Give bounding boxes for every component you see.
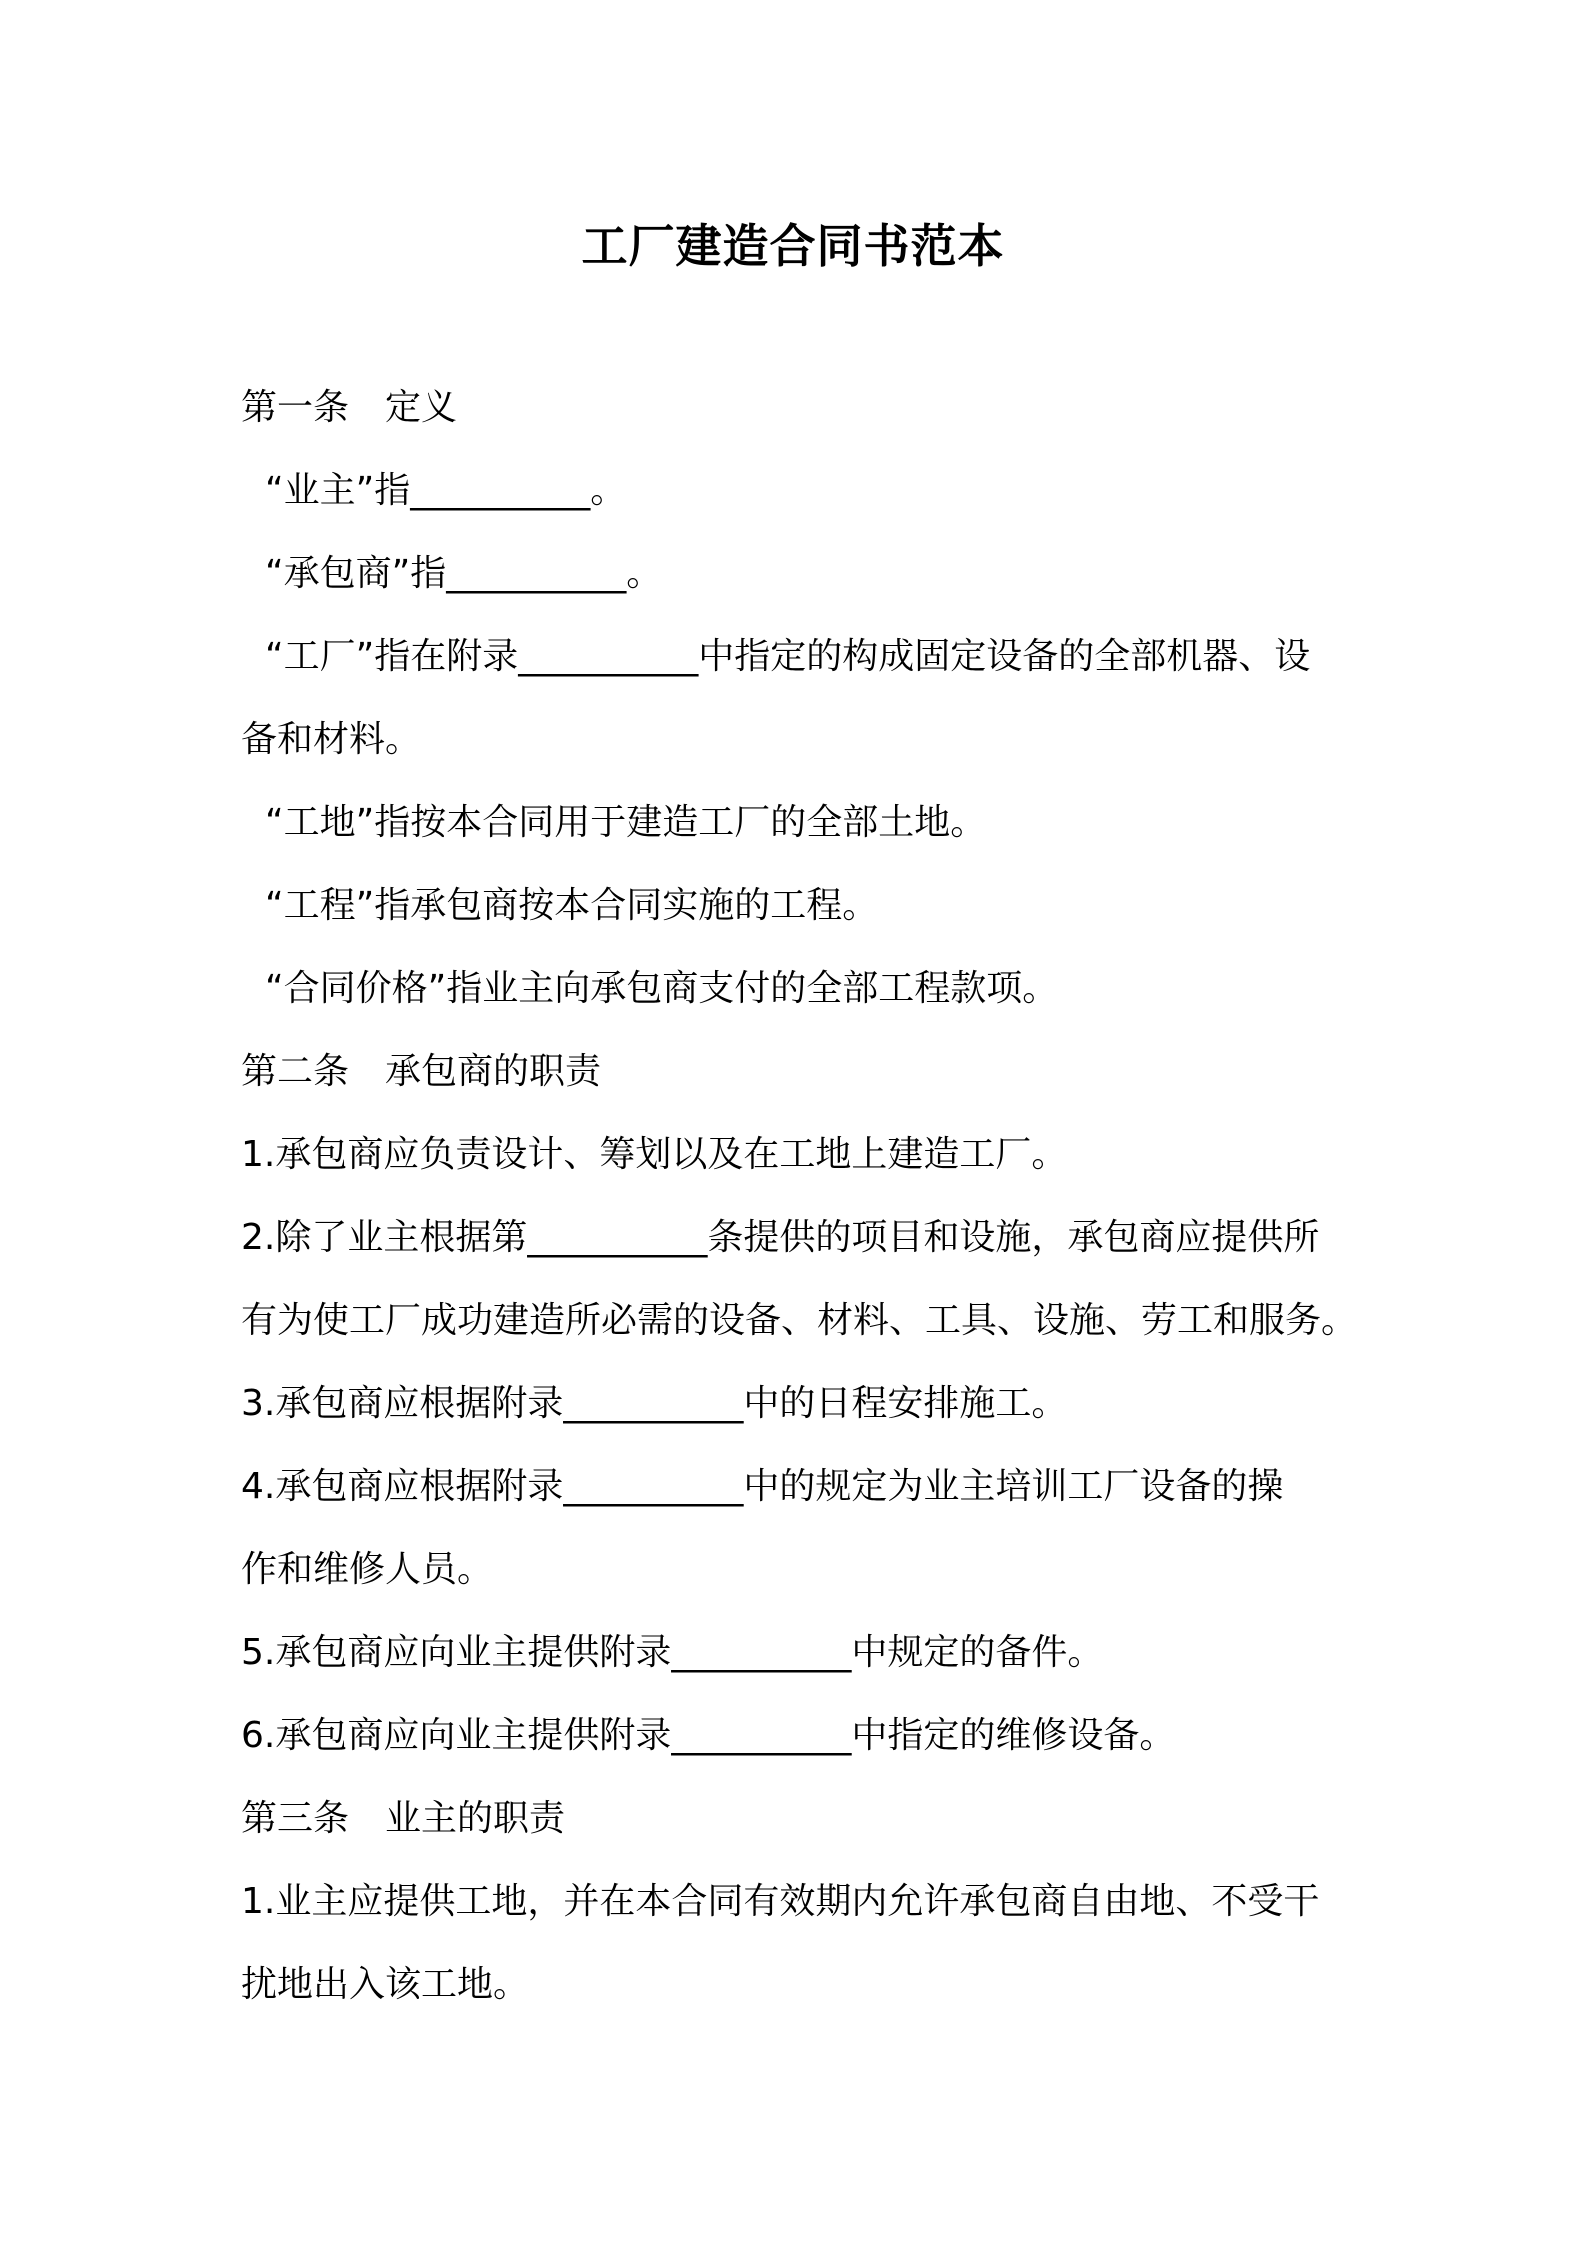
clause-line: 作和维修人员。 [241, 1549, 494, 1590]
definition-contractor: “承包商”指__________。 [265, 553, 663, 594]
document-body [241, 366, 1358, 2026]
clause-line: 6.承包商应向业主提供附录__________中指定的维修设备。 [241, 1715, 1176, 1756]
definition-plant: “工厂”指在附录__________中指定的构成固定设备的全部机器、设 [265, 636, 1311, 677]
definition-site: “工地”指按本合同用于建造工厂的全部土地。 [265, 802, 987, 843]
document-title: 工厂建造合同书范本 [581, 219, 1005, 273]
clause-line: 1.业主应提供工地，并在本合同有效期内允许承包商自由地、不受干 [241, 1881, 1320, 1922]
clause-line: 2.除了业主根据第__________条提供的项目和设施，承包商应提供所 [241, 1217, 1320, 1258]
definition-owner: “业主”指__________。 [265, 470, 627, 511]
definition-works: “工程”指承包商按本合同实施的工程。 [265, 885, 879, 926]
article-heading: 第二条 承包商的职责 [241, 1051, 602, 1092]
clause-line: 5.承包商应向业主提供附录__________中规定的备件。 [241, 1632, 1104, 1673]
clause-line: 4.承包商应根据附录__________中的规定为业主培训工厂设备的操 [241, 1466, 1284, 1507]
clause-line: 3.承包商应根据附录__________中的日程安排施工。 [241, 1383, 1068, 1424]
clause-line: 有为使工厂成功建造所必需的设备、材料、工具、设施、劳工和服务。 [241, 1300, 1358, 1341]
clause-line: 扰地出入该工地。 [241, 1964, 530, 2005]
article-heading: 第三条 业主的职责 [241, 1798, 566, 1839]
article-heading: 第一条 定义 [241, 387, 458, 428]
clause-line: 1.承包商应负责设计、筹划以及在工地上建造工厂。 [241, 1134, 1068, 1175]
definition-contract-price: “合同价格”指业主向承包商支付的全部工程款项。 [265, 968, 1059, 1009]
definition-plant-cont: 备和材料。 [241, 719, 422, 760]
